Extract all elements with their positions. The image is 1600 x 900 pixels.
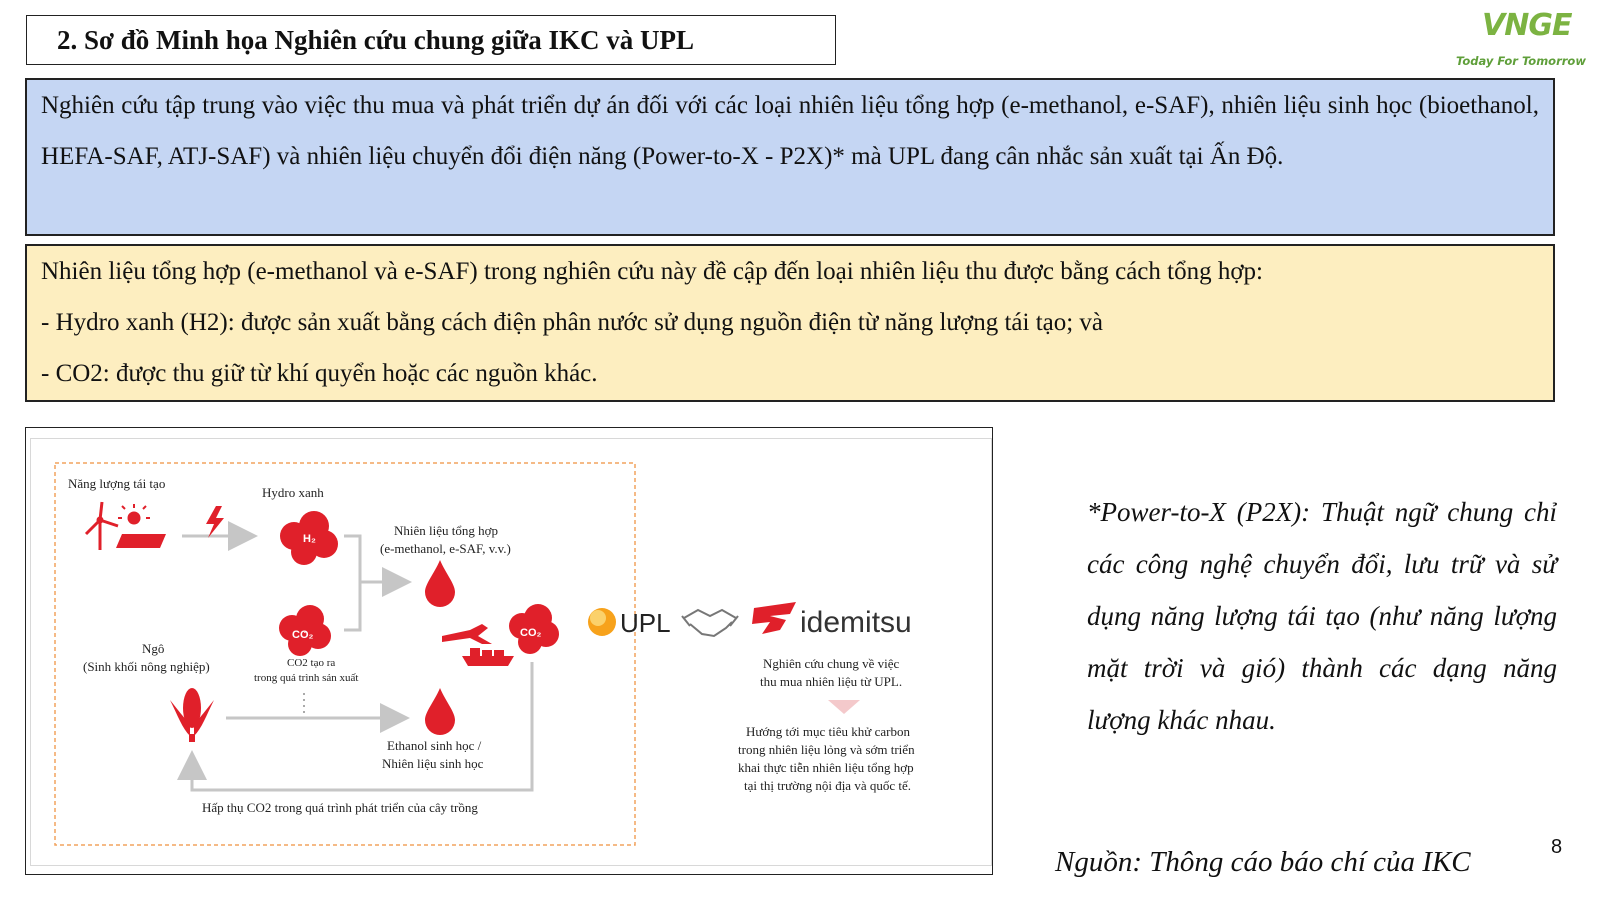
joint-study-line2: thu mua nhiên liệu từ UPL.: [760, 674, 903, 689]
co2-produced-line2: trong quá trình sản xuất: [254, 672, 359, 684]
goal-line4: tại thị trường nội địa và quốc tế.: [744, 778, 911, 793]
wind-turbine-icon: [86, 502, 118, 550]
plane-icon: [442, 624, 492, 644]
idemitsu-logo: idemitsu: [800, 606, 912, 639]
slide-title: [26, 15, 836, 65]
goal-line3: khai thực tiễn nhiên liệu tổng hợp: [738, 760, 914, 775]
goal-line1: Hướng tới mục tiêu khử carbon: [746, 724, 910, 739]
joint-study-diagram: [30, 438, 992, 866]
idemitsu-logo-mark: [752, 602, 796, 634]
synthetic-fuel-label: Nhiên liệu tổng hợp: [394, 523, 498, 538]
corn-sub: (Sinh khối nông nghiệp): [83, 659, 210, 674]
corn-icon: [170, 688, 214, 742]
vnge-logo: [1450, 8, 1590, 70]
definition-line-1: Nhiên liệu tổng hợp (e-methanol và e-SAF) trong nghiên cứu này đề cập đến loại nhiên liệu thu được bằng cách tổng hợp:: [41, 258, 1263, 285]
co2-symbol-2: CO₂: [520, 627, 542, 639]
ethanol-line2: Nhiên liệu sinh học: [382, 756, 484, 771]
h2-symbol: H₂: [303, 533, 316, 545]
synthetic-fuel-drop-icon: [425, 560, 455, 607]
ethanol-drop-icon: [425, 688, 455, 735]
research-summary-box: [25, 78, 1555, 236]
upl-logo: UPL: [620, 608, 671, 638]
source-citation: Nguồn: Thông cáo báo chí của IKC: [1055, 846, 1471, 878]
goal-line2: trong nhiên liệu lỏng và sớm triển: [738, 742, 915, 757]
ethanol-line1: Ethanol sinh học /: [387, 738, 482, 753]
handshake-icon: [682, 610, 738, 636]
co2-produced-line1: CO2 tạo ra: [287, 657, 336, 669]
p2x-footnote-text: *Power-to-X (P2X): Thuật ngữ chung chỉ các công nghệ chuyển đổi, lưu trữ và sử dụng năng lượng tái tạo (như năng lượng mặt trời và gió) thành các dạng năng lượng khác nhau.: [1087, 497, 1557, 735]
down-chevron-icon: [828, 700, 860, 714]
absorb-label: Hấp thụ CO2 trong quá trình phát triển của cây trồng: [202, 800, 478, 815]
definition-line-2: - Hydro xanh (H2): được sản xuất bằng cách điện phân nước sử dụng nguồn điện từ năng lượng tái tạo; và: [41, 309, 1104, 336]
definition-line-3: - CO2: được thu giữ từ khí quyển hoặc các nguồn khác.: [41, 360, 598, 387]
co2-symbol: CO₂: [292, 629, 314, 641]
logo-tagline: Today For Tomorrow: [1456, 54, 1586, 68]
synthetic-fuel-sub: (e-methanol, e-SAF, v.v.): [380, 541, 511, 556]
hydrogen-label: Hydro xanh: [262, 485, 324, 500]
synthetic-fuel-definition-box: [25, 244, 1555, 402]
corn-label: Ngô: [142, 641, 165, 656]
research-summary-text: Nghiên cứu tập trung vào việc thu mua và phát triển dự án đối với các loại nhiên liệu tổng hợp (e-methanol, e-SAF), nhiên liệu sinh học (bioethanol, HEFA-SAF, ATJ-SAF) và nhiên liệu chuyển đổi điện năng (Power-to-X - P2X)* mà UPL đang cân nhắc sản xuất tại Ấn Độ.: [41, 92, 1539, 170]
p2x-footnote: [1087, 486, 1557, 746]
page-number: 8: [1551, 836, 1563, 858]
ship-icon: [462, 648, 514, 666]
solar-panel-icon: [116, 504, 166, 548]
merge-bracket: [344, 536, 360, 630]
renewable-label: Năng lượng tái tạo: [68, 476, 166, 491]
lightning-icon: [206, 506, 224, 538]
logo-mark: VNGE: [1482, 8, 1572, 43]
joint-study-line1: Nghiên cứu chung về việc: [763, 656, 900, 671]
slide-title-text: 2. Sơ đồ Minh họa Nghiên cứu chung giữa IKC và UPL: [57, 24, 694, 55]
